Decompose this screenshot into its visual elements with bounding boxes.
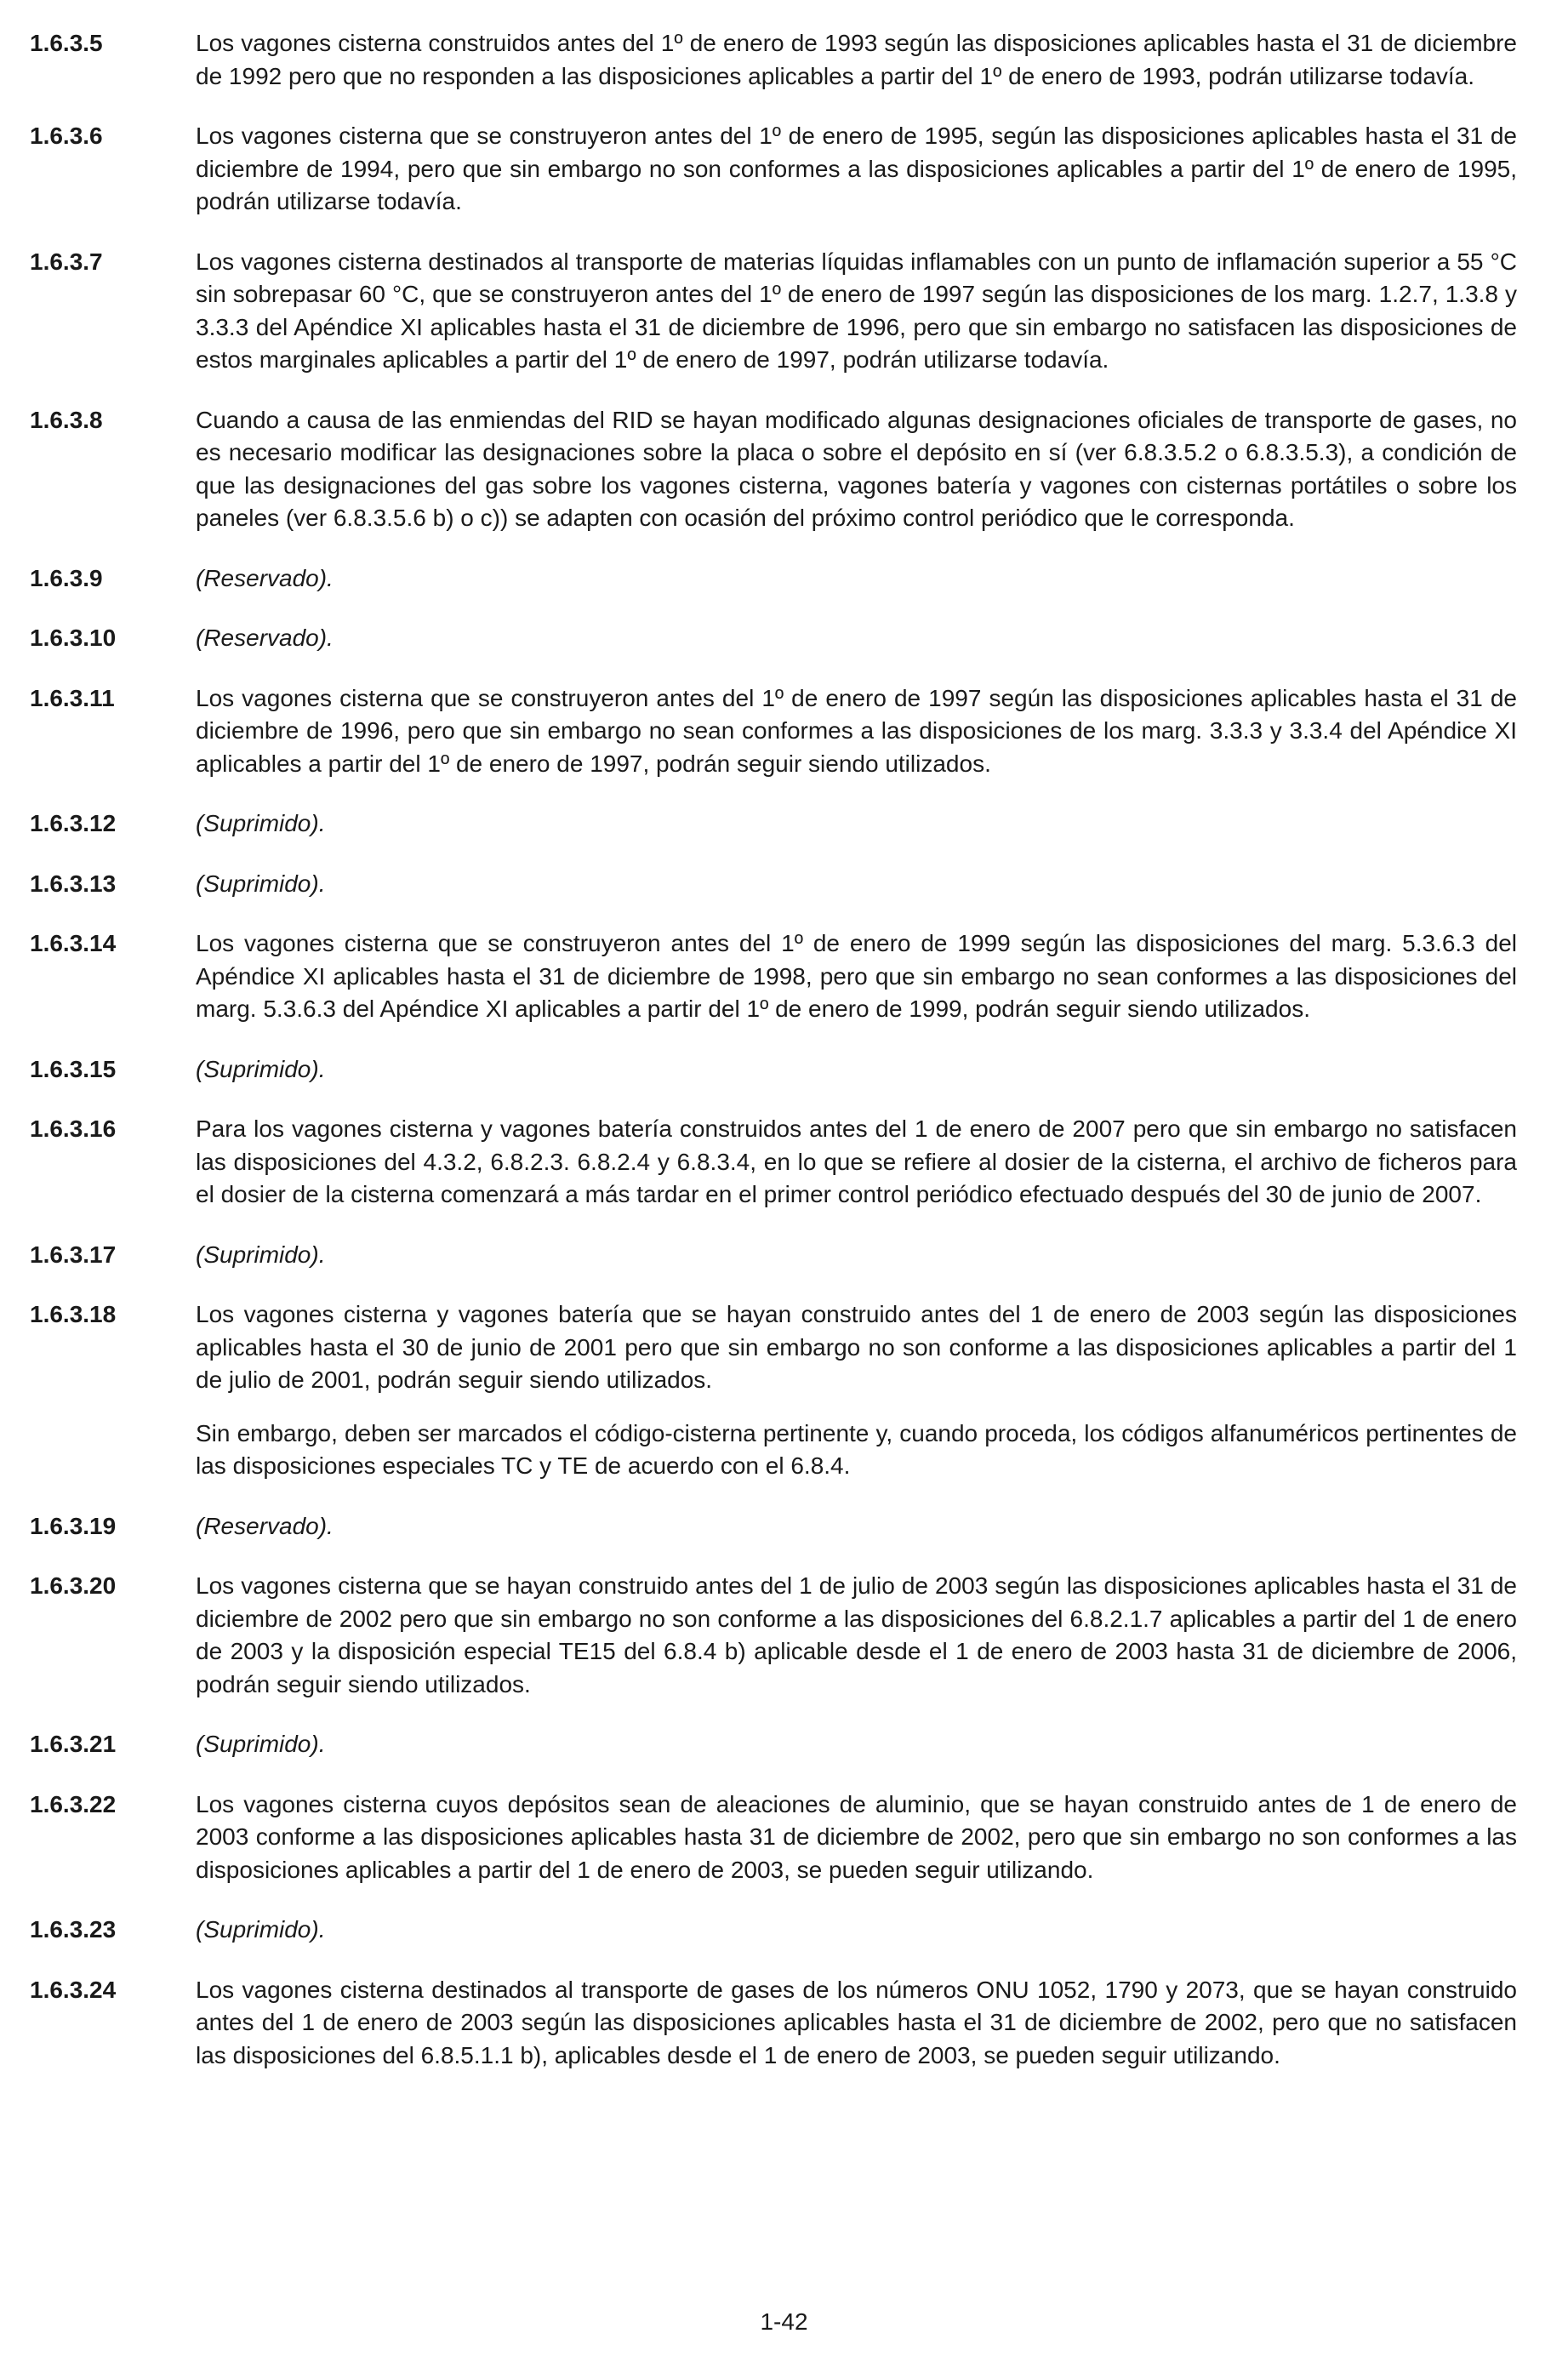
section-number: 1.6.3.8 (30, 406, 103, 433)
section-number: 1.6.3.17 (30, 1241, 117, 1268)
section-item (30, 1914, 1517, 1947)
section-item (30, 27, 1517, 93)
section-number: 1.6.3.24 (30, 1976, 117, 2003)
section-body (196, 1570, 1517, 1701)
section-item (30, 1298, 1517, 1483)
section-paragraph: Para los vagones cisterna y vagones batería construidos antes del 1 de enero de 2007 pero que sin embargo no satisfacen las disposiciones del 4.3.2, 6.8.2.3. 6.8.2.4 y 6.8.3.4, en lo que se refiere al dosier de la cisterna, el archivo de ficheros para el dosier de la cisterna comenzará a más tardar en el primer control periódico efectuado después del 30 de junio de 2007. (196, 1115, 1517, 1207)
section-paragraph: Los vagones cisterna que se construyeron antes del 1º de enero de 1999 según las disposiciones del marg. 5.3.6.3 del Apéndice XI aplicables hasta el 31 de diciembre de 1998, pero que sin embargo no sean conformes a las disposiciones del marg. 5.3.6.3 del Apéndice XI aplicables a partir del 1º de enero de 1999, podrán seguir siendo utilizados. (196, 930, 1517, 1022)
section-body (196, 562, 1517, 596)
section-list (30, 27, 1517, 2072)
section-body (196, 120, 1517, 219)
section-body (196, 682, 1517, 781)
section-item (30, 1239, 1517, 1272)
section-number: 1.6.3.16 (30, 1115, 117, 1142)
section-paragraph: (Reservado). (196, 564, 334, 591)
section-number: 1.6.3.21 (30, 1731, 117, 1757)
section-number: 1.6.3.6 (30, 123, 103, 149)
section-paragraph: Los vagones cisterna que se hayan construido antes del 1 de julio de 2003 según las disposiciones aplicables hasta el 31 de diciembre de 2002 pero que sin embargo no son conforme a las disposiciones del 6.8.2.1.7 aplicables a partir del 1 de enero de 2003 y la disposición especial TE15 del 6.8.4 b) aplicable desde el 1 de enero de 2003 hasta 31 de diciembre de 2006, podrán seguir siendo utilizados. (196, 1572, 1517, 1697)
section-body (196, 622, 1517, 655)
section-item (30, 1789, 1517, 1887)
section-number: 1.6.3.11 (30, 684, 115, 711)
section-paragraph: Los vagones cisterna destinados al transporte de gases de los números ONU 1052, 1790 y 2073, que se hayan construido antes del 1 de enero de 2003 según las disposiciones aplicables hasta el 31 de diciembre de 2002, pero que no satisfacen las disposiciones del 6.8.5.1.1 b), aplicables desde el 1 de enero de 2003, se pueden seguir utilizando. (196, 1976, 1517, 2068)
section-body (196, 868, 1517, 901)
section-item (30, 1053, 1517, 1087)
section-body (196, 1974, 1517, 2073)
section-item (30, 622, 1517, 655)
section-body (196, 1113, 1517, 1212)
section-body (196, 807, 1517, 841)
section-number: 1.6.3.5 (30, 30, 103, 56)
section-number: 1.6.3.22 (30, 1790, 117, 1817)
section-paragraph: Cuando a causa de las enmiendas del RID se hayan modificado algunas designaciones oficiales de transporte de gases, no es necesario modificar las designaciones sobre la placa o sobre el depósito en sí (ver 6.8.3.5.2 o 6.8.3.5.3), a condición de que las designaciones del gas sobre los vagones cisterna, vagones batería y vagones con cisternas portátiles o sobre los paneles (ver 6.8.3.5.6 b) o c)) se adapten con ocasión del próximo control periódico que le corresponda. (196, 406, 1517, 531)
section-item (30, 246, 1517, 377)
section-number: 1.6.3.10 (30, 625, 117, 651)
section-paragraph: (Suprimido). (196, 810, 326, 836)
section-item (30, 1728, 1517, 1761)
section-item (30, 120, 1517, 219)
section-paragraph: Los vagones cisterna destinados al transporte de materias líquidas inflamables con un punto de inflamación superior a 55 °C sin sobrepasar 60 °C, que se construyeron antes del 1º de enero de 1997 según las disposiciones de los marg. 1.2.7, 1.3.8 y 3.3.3 del Apéndice XI aplicables hasta el 31 de diciembre de 1996, pero que sin embargo no satisfacen las disposiciones de estos marginales aplicables a partir del 1º de enero de 1997, podrán utilizarse todavía. (196, 248, 1517, 373)
section-number: 1.6.3.19 (30, 1512, 117, 1539)
section-number: 1.6.3.18 (30, 1301, 117, 1327)
section-item (30, 1570, 1517, 1701)
section-body (196, 1789, 1517, 1887)
section-body (196, 27, 1517, 93)
section-number: 1.6.3.14 (30, 930, 117, 956)
section-body (196, 246, 1517, 377)
section-number: 1.6.3.15 (30, 1055, 117, 1082)
section-item (30, 868, 1517, 901)
section-body (196, 1510, 1517, 1543)
section-number: 1.6.3.9 (30, 564, 103, 591)
section-paragraph: Los vagones cisterna que se construyeron antes del 1º de enero de 1997 según las disposiciones aplicables hasta el 31 de diciembre de 1996, pero que sin embargo no sean conformes a las disposiciones de los marg. 3.3.3 y 3.3.4 del Apéndice XI aplicables a partir del 1º de enero de 1997, podrán seguir siendo utilizados. (196, 684, 1517, 777)
section-item (30, 927, 1517, 1026)
section-paragraph: Los vagones cisterna y vagones batería que se hayan construido antes del 1 de enero de 2003 según las disposiciones aplicables hasta el 30 de junio de 2001 pero que sin embargo no son conforme a las disposiciones aplicables a partir del 1 de julio de 2001, podrán seguir siendo utilizados. (196, 1301, 1517, 1393)
section-paragraph: Los vagones cisterna cuyos depósitos sean de aleaciones de aluminio, que se hayan construido antes de 1 de enero de 2003 conforme a las disposiciones aplicables hasta 31 de diciembre de 2002, pero que sin embargo no son conformes a las disposiciones aplicables a partir del 1 de enero de 2003, se pueden seguir utilizando. (196, 1790, 1517, 1883)
section-body (196, 1728, 1517, 1761)
section-paragraph: (Suprimido). (196, 1916, 326, 1943)
section-number: 1.6.3.7 (30, 248, 103, 275)
section-item (30, 404, 1517, 535)
section-paragraph: Sin embargo, deben ser marcados el código-cisterna pertinente y, cuando proceda, los códigos alfanuméricos pertinentes de las disposiciones especiales TC y TE de acuerdo con el 6.8.4. (196, 1419, 1517, 1479)
section-item (30, 1113, 1517, 1212)
section-paragraph: (Suprimido). (196, 1731, 326, 1757)
section-paragraph: (Reservado). (196, 1512, 334, 1539)
section-body (196, 404, 1517, 535)
section-item (30, 1510, 1517, 1543)
section-paragraph: Los vagones cisterna que se construyeron antes del 1º de enero de 1995, según las disposiciones aplicables hasta el 31 de diciembre de 1994, pero que sin embargo no son conformes a las disposiciones aplicables a partir del 1º de enero de 1995, podrán utilizarse todavía. (196, 123, 1517, 214)
section-item (30, 682, 1517, 781)
section-paragraph: (Suprimido). (196, 870, 326, 897)
section-number: 1.6.3.20 (30, 1572, 117, 1599)
section-body (196, 927, 1517, 1026)
section-item (30, 1974, 1517, 2073)
section-body (196, 1298, 1517, 1483)
section-body (196, 1053, 1517, 1087)
section-item (30, 562, 1517, 596)
section-paragraph: (Reservado). (196, 625, 334, 651)
section-paragraph: Los vagones cisterna construidos antes del 1º de enero de 1993 según las disposiciones aplicables hasta el 31 de diciembre de 1992 pero que no responden a las disposiciones aplicables a partir del 1º de enero de 1993, podrán utilizarse todavía. (196, 30, 1517, 89)
section-item (30, 807, 1517, 841)
section-body (196, 1239, 1517, 1272)
page-number: 1-42 (760, 2308, 808, 2335)
section-number: 1.6.3.13 (30, 870, 117, 897)
section-body (196, 1914, 1517, 1947)
section-number: 1.6.3.23 (30, 1916, 117, 1943)
section-paragraph: (Suprimido). (196, 1241, 326, 1268)
section-number: 1.6.3.12 (30, 810, 117, 836)
section-paragraph: (Suprimido). (196, 1055, 326, 1082)
